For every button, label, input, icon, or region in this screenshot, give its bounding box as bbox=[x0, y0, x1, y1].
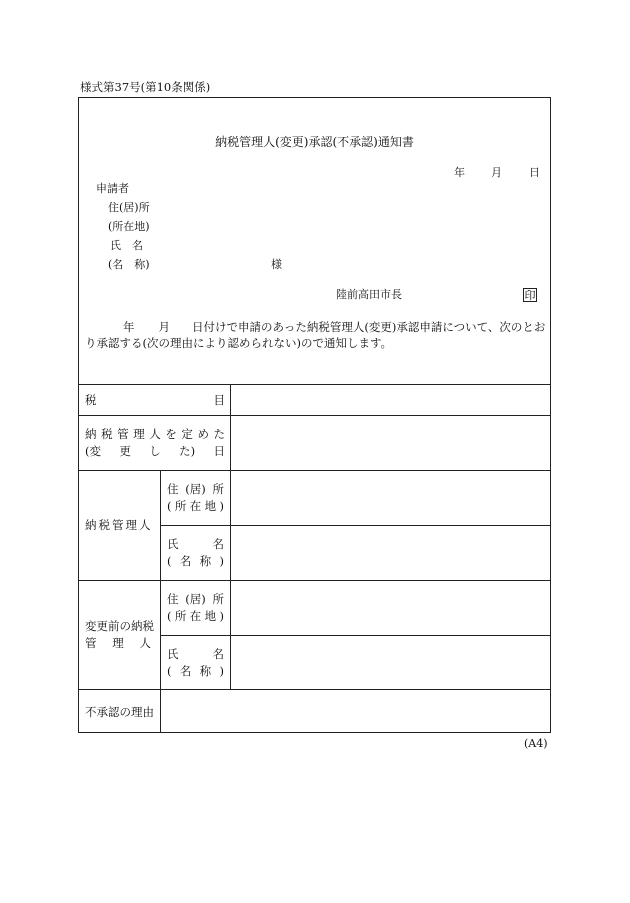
form-number: 様式第37号(第10条関係) bbox=[80, 80, 211, 94]
table-top-border bbox=[79, 384, 550, 385]
body-month: 月 bbox=[158, 320, 170, 334]
previous-address-label: 住 (居) 所 bbox=[167, 592, 224, 606]
rejection-reason-label: 不承認の理由 bbox=[85, 705, 154, 719]
issuer-name: 陸前高田市長 bbox=[336, 288, 402, 301]
applicant-name-label: 氏 名 bbox=[110, 239, 143, 252]
administrator-name-label: 氏 名 bbox=[167, 537, 224, 551]
previous-name-alt-label: ( 名 称 ) bbox=[167, 664, 224, 678]
table-line bbox=[79, 689, 550, 690]
applicant-heading: 申請者 bbox=[96, 182, 129, 195]
applicant-honorific: 様 bbox=[271, 258, 282, 271]
previous-location-label: ( 所 在 地 ) bbox=[167, 609, 224, 623]
previous-administrator-label-line2: 管 理 人 bbox=[85, 636, 151, 650]
applicant-name-alt-label: (名 称) bbox=[108, 258, 150, 271]
tax-item-label: 税 目 bbox=[85, 393, 225, 407]
table-line bbox=[160, 635, 550, 636]
seal-box: 印 bbox=[524, 289, 536, 302]
table-column-divider bbox=[160, 470, 161, 732]
date-year: 年 bbox=[454, 166, 465, 179]
administrator-address-label: 住 (居) 所 bbox=[167, 482, 224, 496]
table-line bbox=[79, 415, 550, 416]
body-year: 年 bbox=[123, 320, 135, 334]
notice-body bbox=[85, 319, 547, 351]
body-text: 日付けで申請のあった納税管理人(変更)承認申請について、次のとおり承認する(次の理由により認められない)ので通知します。 bbox=[85, 320, 546, 350]
previous-name-label: 氏 名 bbox=[167, 647, 224, 661]
table-line bbox=[79, 470, 550, 471]
date-month: 月 bbox=[491, 166, 502, 179]
notice-form bbox=[78, 97, 551, 733]
administrator-label: 納税管理人 bbox=[85, 518, 153, 532]
appointed-date-label-line2: (変 更 し た) 日 bbox=[85, 444, 225, 458]
form-title: 納税管理人(変更)承認(不承認)通知書 bbox=[215, 135, 414, 149]
table-line bbox=[160, 525, 550, 526]
applicant-location-label: (所在地) bbox=[108, 220, 150, 233]
table-line bbox=[79, 580, 550, 581]
administrator-name-alt-label: ( 名 称 ) bbox=[167, 554, 224, 568]
paper-size-note: (A4) bbox=[524, 737, 548, 750]
date-day: 日 bbox=[529, 166, 540, 179]
appointed-date-label-line1: 納 税 管 理 人 を 定 め た bbox=[85, 427, 225, 441]
applicant-address-label: 住(居)所 bbox=[108, 201, 150, 214]
administrator-location-label: ( 所 在 地 ) bbox=[167, 499, 224, 513]
previous-administrator-label-line1: 変更前の納税 bbox=[85, 619, 154, 633]
seal-mark bbox=[523, 288, 537, 303]
table-column-divider bbox=[230, 384, 231, 689]
